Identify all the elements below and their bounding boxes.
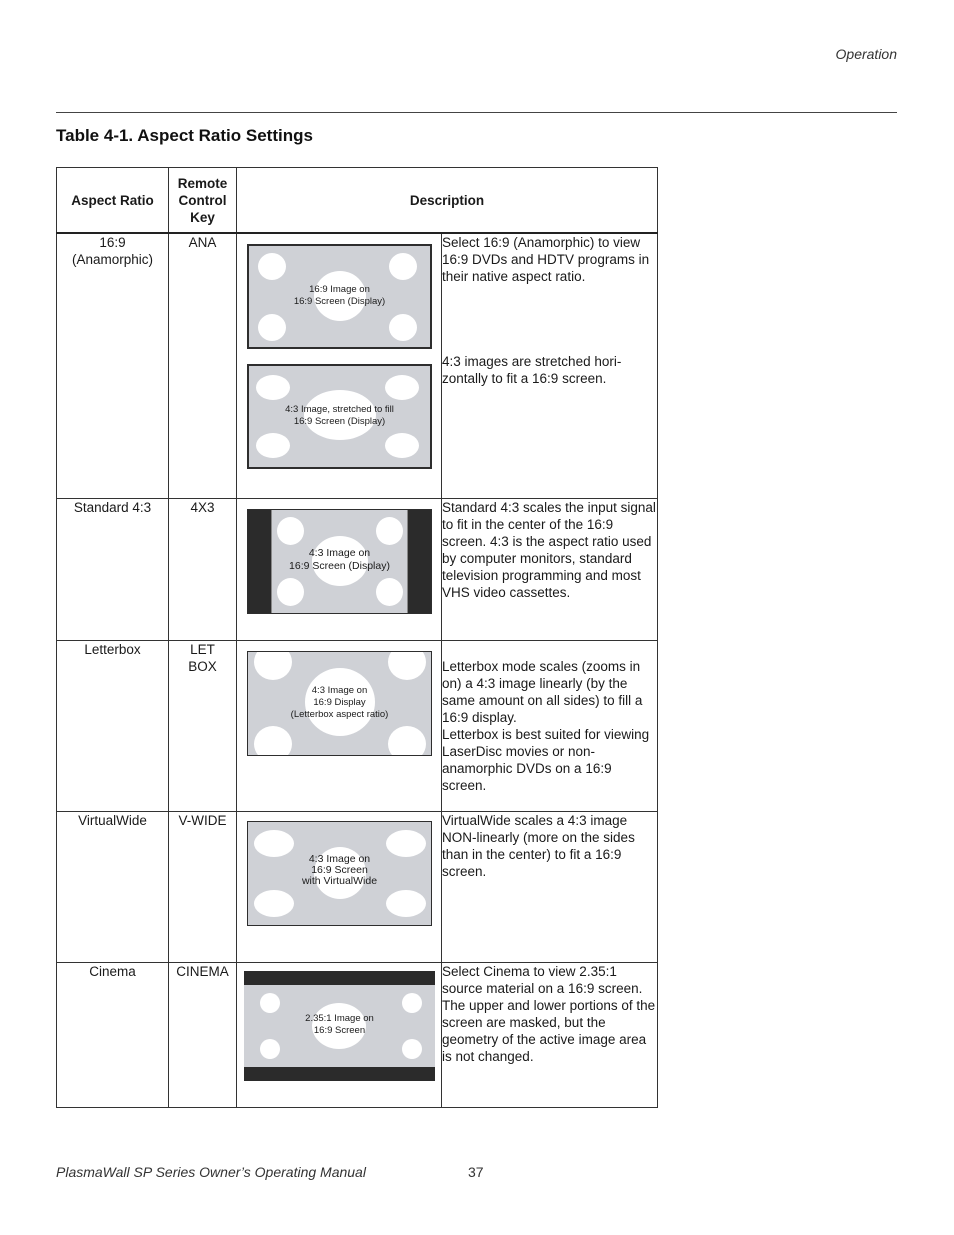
illustration-cell (237, 640, 442, 811)
aspect-ratio-table (56, 167, 658, 1108)
col-header-remote-key: Remote Control Key (169, 168, 237, 234)
aspect-ratio-cell: Letterbox (57, 640, 169, 811)
footer-page-number: 37 (468, 1164, 484, 1180)
remote-key-cell: LET BOX (169, 640, 237, 811)
aspect-ratio-cell: Cinema (57, 962, 169, 1107)
description-text: Letterbox mode scales (zooms in on) a 4:3 image linearly (by the same amount on all sides) to fill a 16:9 display. Letterbox is best suited for viewing LaserDisc movies or non-anamorphic DVDs on a 16:9 screen. (442, 658, 650, 793)
mask-bar-top (244, 971, 435, 985)
aspect-ratio-cell: Standard 4:3 (57, 498, 169, 640)
table-row-virtualwide (57, 811, 658, 962)
description-text-secondary: 4:3 images are stretched hori-zontally to fit a 16:9 screen. (442, 354, 622, 386)
col-header-aspect-ratio: Aspect Ratio (57, 168, 169, 234)
aspect-ratio-cell: VirtualWide (57, 811, 169, 962)
table-row-cinema (57, 962, 658, 1107)
table-row-anamorphic (57, 233, 658, 498)
illustration-caption: 4:3 Image on 16:9 Screen (Display) (289, 546, 390, 572)
description-cell (442, 962, 658, 1107)
screen-illustration-standard (247, 509, 432, 614)
remote-key-cell: CINEMA (169, 962, 237, 1107)
description-cell (442, 498, 658, 640)
description-text: VirtualWide scales a 4:3 image NON-linearly (more on the sides than in the center) to fit a 16:9 screen. (442, 812, 635, 879)
table-row-standard (57, 498, 658, 640)
screen-illustration-stretched (247, 364, 432, 469)
illustration-caption: 4:3 Image on 16:9 Display (Letterbox aspect ratio) (290, 684, 389, 720)
description-text: Select Cinema to view 2.35:1 source material on a 16:9 screen. The upper and lower portions of the screen are masked, but the geometry of the active image area is not changed. (442, 963, 656, 1064)
table-title: Table 4-1. Aspect Ratio Settings (56, 126, 313, 145)
illustration-cell (237, 498, 442, 640)
screen-illustration-letterbox (247, 651, 432, 756)
table-row-letterbox (57, 640, 658, 811)
aspect-ratio-cell: 16:9 (Anamorphic) (57, 233, 169, 498)
table-header-row (57, 168, 658, 234)
description-text: Select 16:9 (Anamorphic) to view 16:9 DVDs and HDTV programs in their native aspect ratio. (442, 235, 650, 284)
description-text: Standard 4:3 scales the input signal to fit in the center of the 16:9 screen. 4:3 is the aspect ratio used by computer monitors, standard television programming and most VHS video cassettes. (442, 499, 656, 600)
illustration-cell (237, 811, 442, 962)
mask-bar-bottom (244, 1067, 435, 1081)
screen-illustration-anamorphic (247, 244, 432, 349)
description-cell (442, 811, 658, 962)
illustration-cell (237, 233, 442, 498)
illustration-cell (237, 962, 442, 1107)
illustration-caption: 16:9 Image on 16:9 Screen (Display) (293, 284, 386, 307)
illustration-caption: 4:3 Image on 16:9 Screen with VirtualWide (301, 852, 378, 887)
screen-illustration-cinema (244, 971, 435, 1081)
screen-illustration-virtualwide (247, 821, 432, 926)
description-cell (442, 233, 658, 498)
col-header-description: Description (237, 168, 658, 234)
header-rule (56, 112, 897, 113)
section-label: Operation (835, 46, 897, 62)
remote-key-cell: ANA (169, 233, 237, 498)
description-cell (442, 640, 658, 811)
illustration-caption: 2.35:1 Image on 16:9 Screen (305, 1012, 374, 1036)
illustration-caption: 4:3 Image, stretched to fill 16:9 Screen (Display) (285, 404, 394, 427)
footer-manual-title: PlasmaWall SP Series Owner’s Operating Manual (56, 1164, 366, 1180)
remote-key-cell: V-WIDE (169, 811, 237, 962)
remote-key-cell: 4X3 (169, 498, 237, 640)
